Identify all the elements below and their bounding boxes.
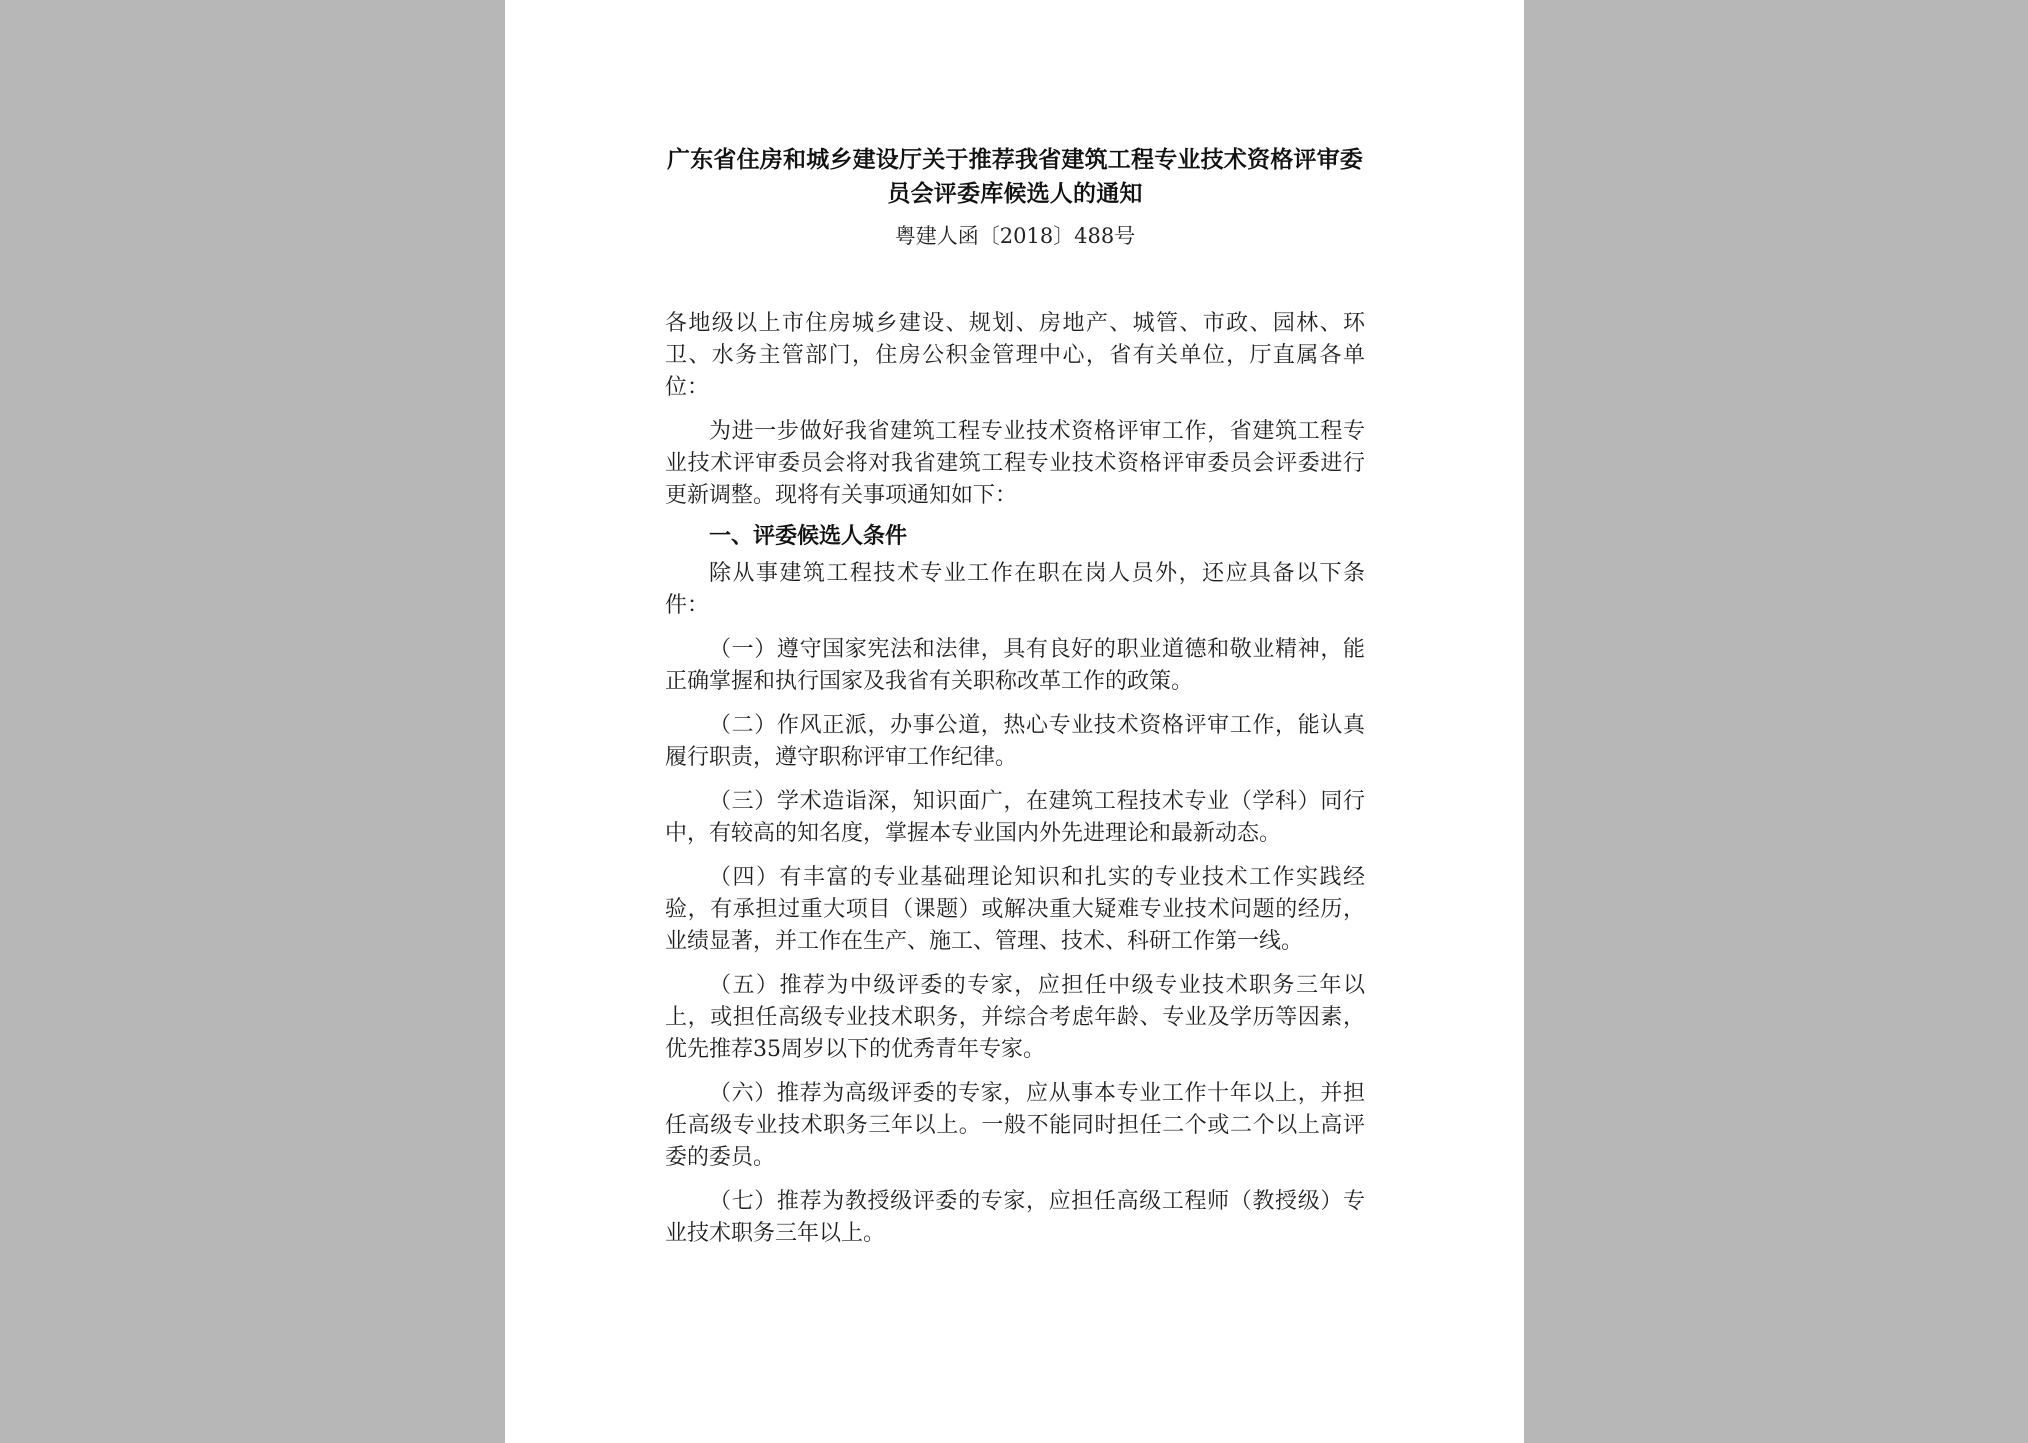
document-content (665, 143, 1365, 1250)
intro-paragraph: 为进一步做好我省建筑工程专业技术资格评审工作，省建筑工程专业技术评审委员会将对我省建筑工程专业技术资格评审委员会评委进行更新调整。现将有关事项通知如下： (665, 419, 1365, 508)
section-lead: 除从事建筑工程技术专业工作在职在岗人员外，还应具备以下条件： (665, 561, 1365, 618)
condition-item-5: （五）推荐为中级评委的专家，应担任中级专业技术职务三年以上，或担任高级专业技术职务，并综合考虑年龄、专业及学历等因素，优先推荐35周岁以下的优秀青年专家。 (665, 973, 1365, 1062)
condition-item-2: （二）作风正派，办事公道，热心专业技术资格评审工作，能认真履行职责，遵守职称评审工作纪律。 (665, 713, 1365, 770)
section-heading: 一、评委候选人条件 (709, 523, 908, 549)
salutation: 各地级以上市住房城乡建设、规划、房地产、城管、市政、园林、环卫、水务主管部门，住房公积金管理中心，省有关单位，厅直属各单位： (665, 311, 1365, 400)
condition-item-1: （一）遵守国家宪法和法律，具有良好的职业道德和敬业精神，能正确掌握和执行国家及我省有关职称改革工作的政策。 (665, 637, 1365, 694)
document-number: 粤建人函〔2018〕488号 (894, 224, 1136, 248)
condition-item-6: （六）推荐为高级评委的专家，应从事本专业工作十年以上，并担任高级专业技术职务三年以上。一般不能同时担任二个或二个以上高评委的委员。 (665, 1081, 1365, 1170)
condition-item-3: （三）学术造诣深，知识面广，在建筑工程技术专业（学科）同行中，有较高的知名度，掌握本专业国内外先进理论和最新动态。 (665, 789, 1365, 846)
condition-item-4: （四）有丰富的专业基础理论知识和扎实的专业技术工作实践经验，有承担过重大项目（课题）或解决重大疑难专业技术问题的经历，业绩显著，并工作在生产、施工、管理、技术、科研工作第一线。 (665, 865, 1365, 954)
document-page (505, 0, 1524, 1443)
document-title: 广东省住房和城乡建设厅关于推荐我省建筑工程专业技术资格评审委员会评委库候选人的通知 (667, 146, 1363, 207)
condition-item-7: （七）推荐为教授级评委的专家，应担任高级工程师（教授级）专业技术职务三年以上。 (665, 1189, 1365, 1246)
